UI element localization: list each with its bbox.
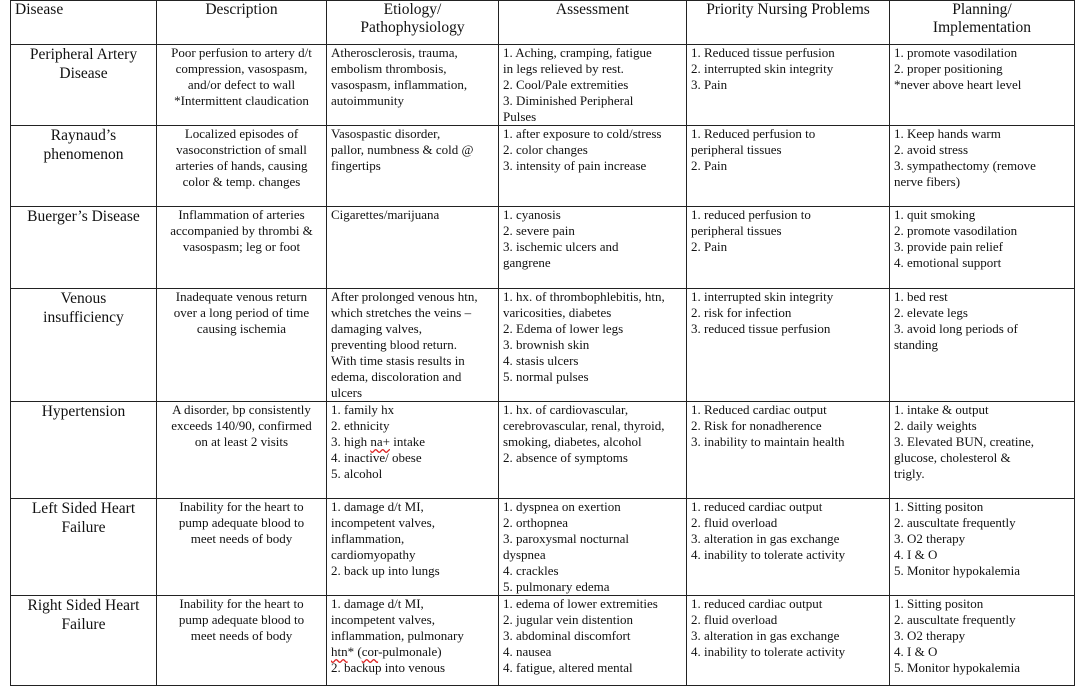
description-cell: Inability for the heart to pump adequate blood to meet needs of body (157, 596, 327, 686)
table-row (11, 126, 1075, 207)
etiology-cell (327, 402, 499, 499)
header-description: Description (157, 1, 327, 45)
header-planning: Planning/ Implementation (890, 1, 1075, 45)
description-cell: A disorder, bp consistently exceeds 140/90, confirmed on at least 2 visits (157, 402, 327, 499)
disease-name: Peripheral Artery Disease (11, 45, 157, 126)
description-cell: Inflammation of arteries accompanied by thrombi & vasospasm; leg or foot (157, 207, 327, 289)
assessment-cell: 1. dyspnea on exertion 2. orthopnea 3. paroxysmal nocturnal dyspnea 4. crackles 5. pulmonary edema (499, 499, 687, 596)
assessment-cell: 1. edema of lower extremities 2. jugular vein distention 3. abdominal discomfort 4. nausea 4. fatigue, altered mental (499, 596, 687, 686)
description-cell: Inadequate venous return over a long period of time causing ischemia (157, 289, 327, 402)
etiology-cell: Atherosclerosis, trauma, embolism thrombosis, vasospasm, inflammation, autoimmunity (327, 45, 499, 126)
planning-cell: 1. bed rest 2. elevate legs 3. avoid long periods of standing (890, 289, 1075, 402)
disease-name: Right Sided Heart Failure (11, 596, 157, 686)
assessment-cell: 1. hx. of cardiovascular, cerebrovascular, renal, thyroid, smoking, diabetes, alcohol 2. absence of symptoms (499, 402, 687, 499)
disease-name: Buerger’s Disease (11, 207, 157, 289)
table-row (11, 45, 1075, 126)
planning-cell: 1. Sitting positon 2. auscultate frequently 3. O2 therapy 4. I & O 5. Monitor hypokalemia (890, 499, 1075, 596)
description-cell: Inability for the heart to pump adequate blood to meet needs of body (157, 499, 327, 596)
assessment-cell: 1. after exposure to cold/stress 2. color changes 3. intensity of pain increase (499, 126, 687, 207)
etiology-text: * ( (347, 644, 362, 659)
etiology-text: 1. family hx 2. ethnicity 3. high (331, 402, 395, 449)
description-cell: Poor perfusion to artery d/t compression, vasospasm, and/or defect to wall *Intermittent claudication (157, 45, 327, 126)
spellcheck-word: na+ (370, 434, 390, 449)
disease-table (10, 0, 1075, 686)
disease-name: Raynaud’s phenomenon (11, 126, 157, 207)
etiology-cell: 1. damage d/t MI, incompetent valves, inflammation, cardiomyopathy 2. back up into lungs (327, 499, 499, 596)
header-etiology: Etiology/ Pathophysiology (327, 1, 499, 45)
problems-cell: 1. Reduced cardiac output 2. Risk for nonadherence 3. inability to maintain health (687, 402, 890, 499)
problems-cell: 1. Reduced perfusion to peripheral tissues 2. Pain (687, 126, 890, 207)
description-cell: Localized episodes of vasoconstriction of small arteries of hands, causing color & temp. changes (157, 126, 327, 207)
table-row (11, 289, 1075, 402)
problems-cell: 1. reduced cardiac output 2. fluid overload 3. alteration in gas exchange 4. inability to tolerate activity (687, 499, 890, 596)
etiology-text: 1. damage d/t MI, incompetent valves, inflammation, pulmonary (331, 596, 464, 643)
planning-cell: 1. Keep hands warm 2. avoid stress 3. sympathectomy (remove nerve fibers) (890, 126, 1075, 207)
etiology-cell: Vasospastic disorder, pallor, numbness & cold @ fingertips (327, 126, 499, 207)
disease-name: Venous insufficiency (11, 289, 157, 402)
header-disease: Disease (11, 1, 157, 45)
disease-name: Left Sided Heart Failure (11, 499, 157, 596)
spellcheck-word: htn (331, 644, 348, 659)
table-row (11, 402, 1075, 499)
header-priority-problems: Priority Nursing Problems (687, 1, 890, 45)
planning-cell: 1. intake & output 2. daily weights 3. Elevated BUN, creatine, glucose, cholesterol & trigly. (890, 402, 1075, 499)
etiology-text: intake 4. inactive/ obese 5. alcohol (331, 434, 425, 481)
etiology-cell: After prolonged venous htn, which stretches the veins – damaging valves, preventing blood return. With time stasis results in edema, discoloration and ulcers (327, 289, 499, 402)
problems-cell: 1. interrupted skin integrity 2. risk for infection 3. reduced tissue perfusion (687, 289, 890, 402)
header-row (11, 1, 1075, 45)
assessment-cell: 1. hx. of thrombophlebitis, htn, varicosities, diabetes 2. Edema of lower legs 3. brownish skin 4. stasis ulcers 5. normal pulses (499, 289, 687, 402)
problems-cell: 1. reduced perfusion to peripheral tissues 2. Pain (687, 207, 890, 289)
header-assessment: Assessment (499, 1, 687, 45)
table-row (11, 596, 1075, 686)
table-row (11, 499, 1075, 596)
assessment-cell: 1. Aching, cramping, fatigue in legs relieved by rest. 2. Cool/Pale extremities 3. Diminished Peripheral Pulses (499, 45, 687, 126)
etiology-cell: Cigarettes/marijuana (327, 207, 499, 289)
problems-cell: 1. reduced cardiac output 2. fluid overload 3. alteration in gas exchange 4. inability to tolerate activity (687, 596, 890, 686)
table-row (11, 207, 1075, 289)
planning-cell: 1. Sitting positon 2. auscultate frequently 3. O2 therapy 4. I & O 5. Monitor hypokalemia (890, 596, 1075, 686)
assessment-cell: 1. cyanosis 2. severe pain 3. ischemic ulcers and gangrene (499, 207, 687, 289)
etiology-text: -pulmonale) 2. backup into venous (331, 644, 446, 675)
spellcheck-word: cor (361, 644, 379, 659)
disease-name: Hypertension (11, 402, 157, 499)
planning-cell: 1. quit smoking 2. promote vasodilation 3. provide pain relief 4. emotional support (890, 207, 1075, 289)
problems-cell: 1. Reduced tissue perfusion 2. interrupted skin integrity 3. Pain (687, 45, 890, 126)
etiology-cell (327, 596, 499, 686)
planning-cell: 1. promote vasodilation 2. proper positioning *never above heart level (890, 45, 1075, 126)
